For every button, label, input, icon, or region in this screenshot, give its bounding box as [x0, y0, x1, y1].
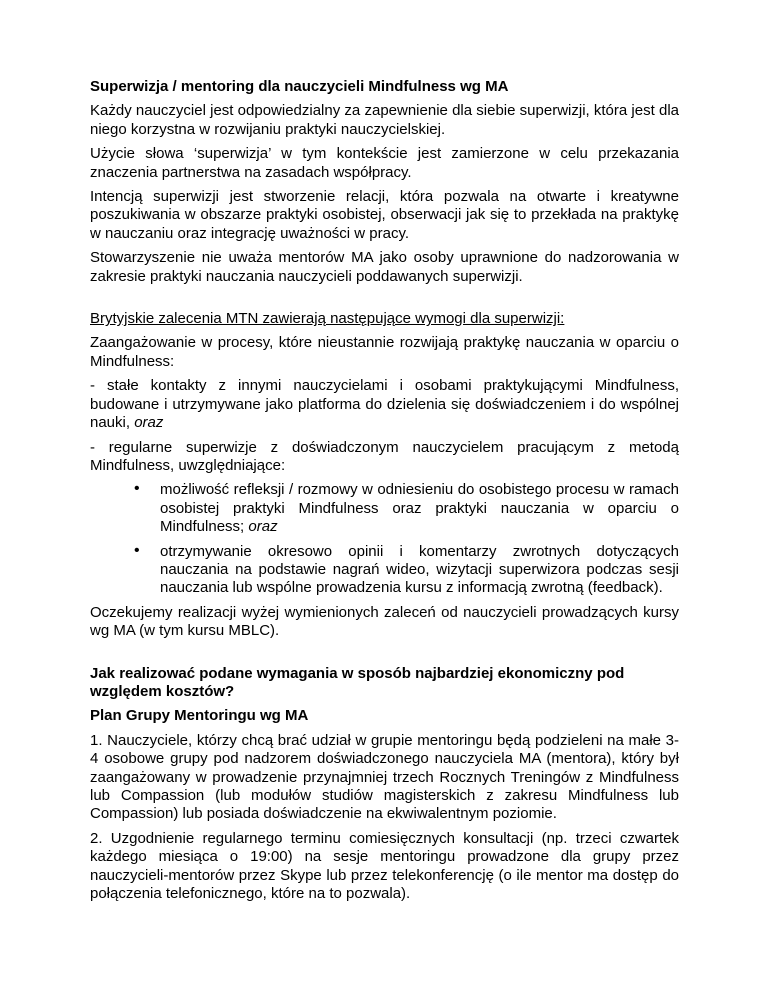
intro-paragraph-4: Stowarzyszenie nie uważa mentorów MA jako osoby uprawnione do nadzorowania w zakresie praktyki nauczania nauczycieli poddawanych superwizji. — [90, 249, 679, 285]
intro-paragraph-2: Użycie słowa ‘superwizja’ w tym kontekście jest zamierzone w celu przekazania znaczenia partnerstwa na zasadach współpracy. — [90, 145, 679, 181]
mtn-commitment: Zaangażowanie w procesy, które nieustannie rozwijają praktykę nauczania w oparciu o Mindfulness: — [90, 334, 679, 370]
mtn-heading: Brytyjskie zalecenia MTN zawierają następujące wymogi dla superwizji: — [90, 310, 565, 328]
bullet-icon: • — [134, 541, 140, 559]
mtn-point-2: - regularne superwizje z doświadczonym nauczycielem pracującym z metodą Mindfulness, uwzględniające: — [90, 438, 679, 474]
expectation-paragraph: Oczekujemy realizacji wyżej wymienionych zaleceń od nauczycieli prowadzących kursy wg MA (w tym kursu MBLC). — [90, 603, 679, 640]
bullet-item-2-text: otrzymywanie okresowo opinii i komentarzy zwrotnych dotyczących nauczania na podstawie nagrań wideo, wizytacji superwizora podczas sesji nauczania lub wspólne prowadzenia kursu z informacją zwrotną (feedback). — [160, 542, 679, 597]
bullet-item-1-text: możliwość refleksji / rozmowy w odniesieniu do osobistego procesu w ramach osobistej praktyki Mindfulness oraz praktyki nauczania w oparciu o Mindfulness; — [160, 481, 679, 536]
intro-paragraph-1: Każdy nauczyciel jest odpowiedzialny za zapewnienie dla siebie superwizji, która jest dla niego korzystna w rozwijaniu praktyki nauczycielskiej. — [90, 102, 679, 138]
bullet-item-1 — [90, 481, 679, 536]
plan-point-2: 2. Uzgodnienie regularnego terminu comiesięcznych konsultacji (np. trzeci czwartek każdego miesiąca o 19:00) na sesje mentoringu prowadzone dla grupy przez nauczycieli-mentorów przez Skype lub przez telekonferencję (o ile mentor ma dostęp do połączenia telefonicznego, które na to pozwala). — [90, 829, 679, 903]
document-title: Superwizja / mentoring dla nauczycieli Mindfulness wg MA — [90, 78, 509, 95]
bullet-list — [90, 481, 679, 597]
question-heading: Jak realizować podane wymagania w sposób najbardziej ekonomiczny pod względem kosztów? — [90, 664, 625, 700]
plan-point-1: 1. Nauczyciele, którzy chcą brać udział w grupie mentoringu będą podzieleni na małe 3-4 osobowe grupy pod nadzorem doświadczonego nauczyciela MA (mentora), który był zaangażowany w prowadzenie przynajmniej trzech Rocznych Treningów z Mindfulness lub Compassion (lub modułów studiów magisterskich z zakresu Mindfulness lub Compassion) lub posiada doświadczenie na ekwiwalentnym poziomie. — [90, 731, 679, 823]
mtn-point-1-italic: oraz — [134, 414, 164, 432]
mtn-point-1 — [90, 377, 679, 432]
bullet-item-1-italic: oraz — [248, 518, 278, 536]
bullet-icon: • — [134, 480, 140, 498]
intro-paragraph-3: Intencją superwizji jest stworzenie relacji, która pozwala na otwarte i kreatywne poszukiwania w obszarze praktyki osobistej, obserwacji jak się to przekłada na praktykę w nauczaniu oraz integrację uważności w pracy. — [90, 188, 679, 242]
plan-heading: Plan Grupy Mentoringu wg MA — [90, 707, 309, 725]
mtn-point-1-text: - stałe kontakty z innymi nauczycielami i osobami praktykującymi Mindfulness, budowane i utrzymywane jako platforma do dzielenia się doświadczeniem i do wspólnej nauki, — [90, 377, 679, 432]
bullet-item-2 — [90, 543, 679, 598]
